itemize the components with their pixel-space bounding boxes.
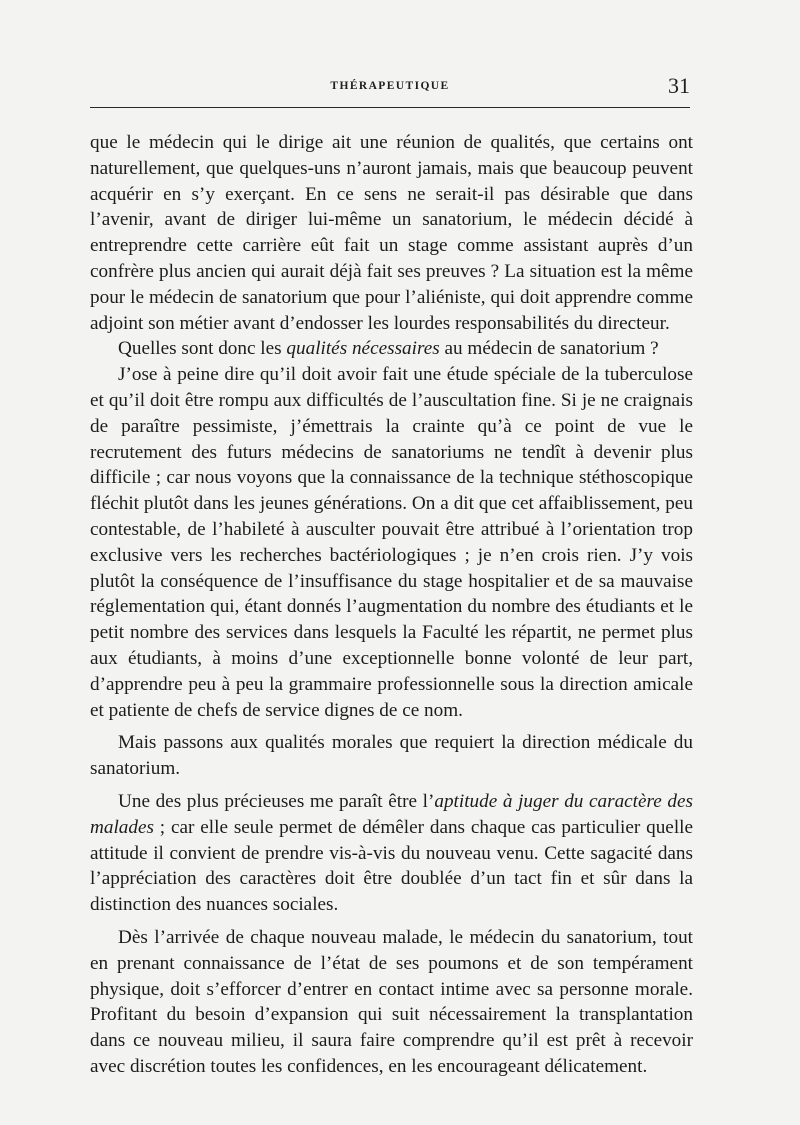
paragraph-4-text: Mais passons aux qualités morales que requiert la direction médicale du sanatorium. <box>90 732 693 780</box>
paragraph-2-text-b: au médecin de sanatorium ? <box>439 338 659 360</box>
paragraph-3 <box>90 362 693 723</box>
paragraph-5-emphasis: aptitude à juger du caractère des malades <box>90 790 693 838</box>
paragraph-5-text-b: ; car elle seule permet de démêler dans chaque cas particulier quelle attitude il convient de prendre vis-à-vis du nouveau venu. Cette sagacité dans l’appréciation des caractères doit être doublée d’un tact fin et sûr dans la distinction des nuances sociales. <box>90 816 693 916</box>
paragraph-2-text-a: Quelles sont donc les <box>118 338 287 360</box>
paragraph-2-emphasis: qualités nécessaires <box>286 338 440 360</box>
paragraph-3-text: J’ose à peine dire qu’il doit avoir fait une étude spéciale de la tuberculose et qu’il doit être rompu aux difficultés de l’auscultation fine. Si je ne craignais de paraître pessimiste, j’émettrais la crainte qu’à ce point de vue le recrutement des futurs médecins de sanatoriums ne tendît à devenir plus difficile ; car nous voyons que la connaissance de la technique stéthoscopique fléchit plutôt dans les jeunes générations. On a dit que cet affaiblissement, peu contestable, de l’habileté à ausculter pouvait être attribué à l’orientation trop exclusive vers les recherches bactériologiques ; je n’en crois rien. J’y vois plutôt la conséquence de l’insuffisance du stage hospitalier et de sa mauvaise réglementation qui, étant donnés l’augmentation du nombre des étudiants et le petit nombre des services dans lesquels la Faculté les répartit, ne permet plus aux étudiants, à moins d’une exceptionnelle bonne volonté de leur part, d’apprendre peu à peu la grammaire professionnelle sous la direction amicale et patiente de chefs de service dignes de ce nom. <box>90 364 693 721</box>
paragraph-6-text: Dès l’arrivée de chaque nouveau malade, le médecin du sanatorium, tout en prenant connaissance de l’état de ses poumons et de son tempérament physique, doit s’efforcer d’entrer en contact intime avec sa personne morale. Profitant du besoin d’expansion qui suit nécessairement la transplantation dans ce nouveau milieu, il saura faire comprendre qu’il est prêt à recevoir avec discrétion toutes les confidences, en les encourageant délicatement. <box>90 926 693 1077</box>
paragraph-4 <box>90 730 693 782</box>
paragraph-1 <box>90 130 693 336</box>
body-text <box>90 130 693 1080</box>
page-header <box>90 73 690 106</box>
paragraph-6 <box>90 925 693 1080</box>
running-title: THÉRAPEUTIQUE <box>330 80 450 92</box>
paragraph-2 <box>90 336 693 362</box>
header-rule <box>90 107 690 108</box>
paragraph-5 <box>90 789 693 918</box>
paragraph-1-text: que le médecin qui le dirige ait une réunion de qualités, que certains ont naturellement, que quelques-uns n’auront jamais, mais que beaucoup peuvent acquérir en s’y exerçant. En ce sens ne serait-il pas désirable que dans l’avenir, avant de diriger lui-même un sanatorium, le médecin décidé à entreprendre cette carrière eût fait un stage comme assistant auprès d’un confrère plus ancien qui aurait déjà fait ses preuves ? La situation est la même pour le médecin de sanatorium que pour l’aliéniste, qui doit apprendre comme adjoint son métier avant d’endosser les lourdes responsabilités du directeur. <box>90 132 693 334</box>
paragraph-5-text-a: Une des plus précieuses me paraît être l’ <box>118 790 435 812</box>
page-number: 31 <box>668 73 690 98</box>
